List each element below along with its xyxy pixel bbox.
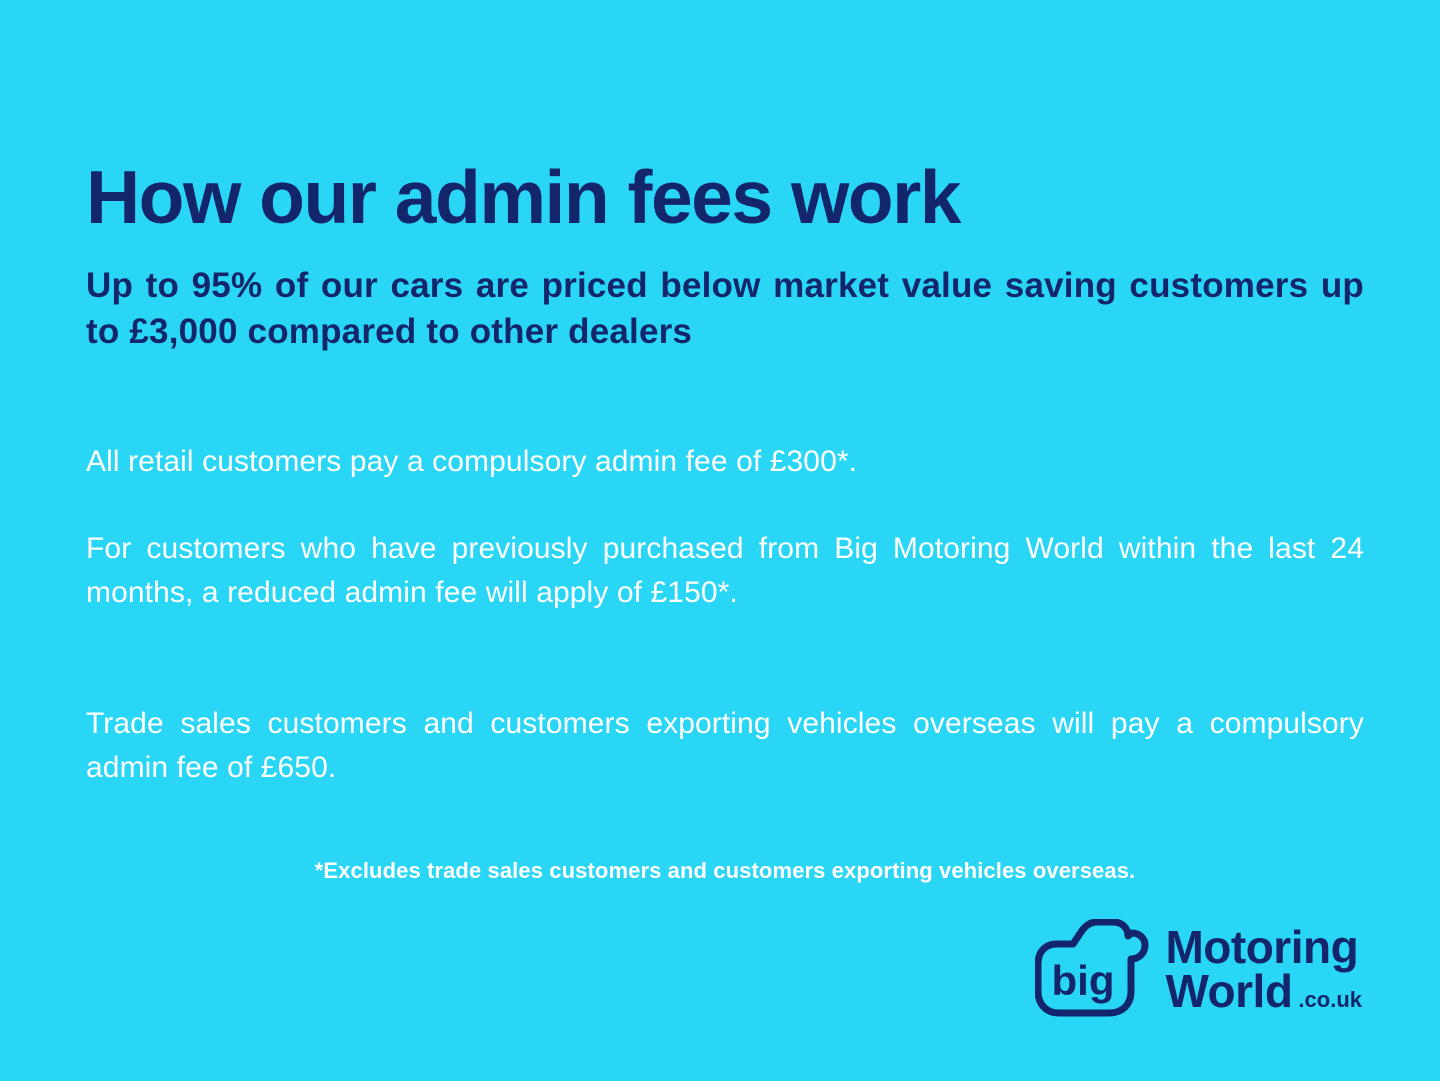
footnote-text: *Excludes trade sales customers and customers exporting vehicles overseas. <box>314 858 1136 883</box>
brand-logo <box>1035 919 1362 1019</box>
subheadline-text: Up to 95% of our cars are priced below market value saving customers up to £3,000 compared to other dealers <box>86 266 1364 352</box>
logo-wordmark <box>1165 920 1362 1017</box>
body-paragraph-trade-export-fee: Trade sales customers and customers exporting vehicles overseas will pay a compulsory admin fee of £650. <box>86 707 1364 784</box>
big-motoring-world-car-logo-icon <box>1035 919 1153 1019</box>
page-title: How our admin fees work <box>86 155 960 240</box>
logo-word-world: World <box>1165 965 1293 1017</box>
svg-text:big: big <box>1051 957 1115 1004</box>
logo-word-motoring: Motoring <box>1165 920 1359 973</box>
body-paragraph-retail-fee: All retail customers pay a compulsory admin fee of £300*. <box>86 445 858 478</box>
body-paragraph-returning-customer-fee: For customers who have previously purchased from Big Motoring World within the last 24 months, a reduced admin fee will apply of £150*. <box>86 532 1364 609</box>
logo-tld: .co.uk <box>1298 987 1362 1012</box>
